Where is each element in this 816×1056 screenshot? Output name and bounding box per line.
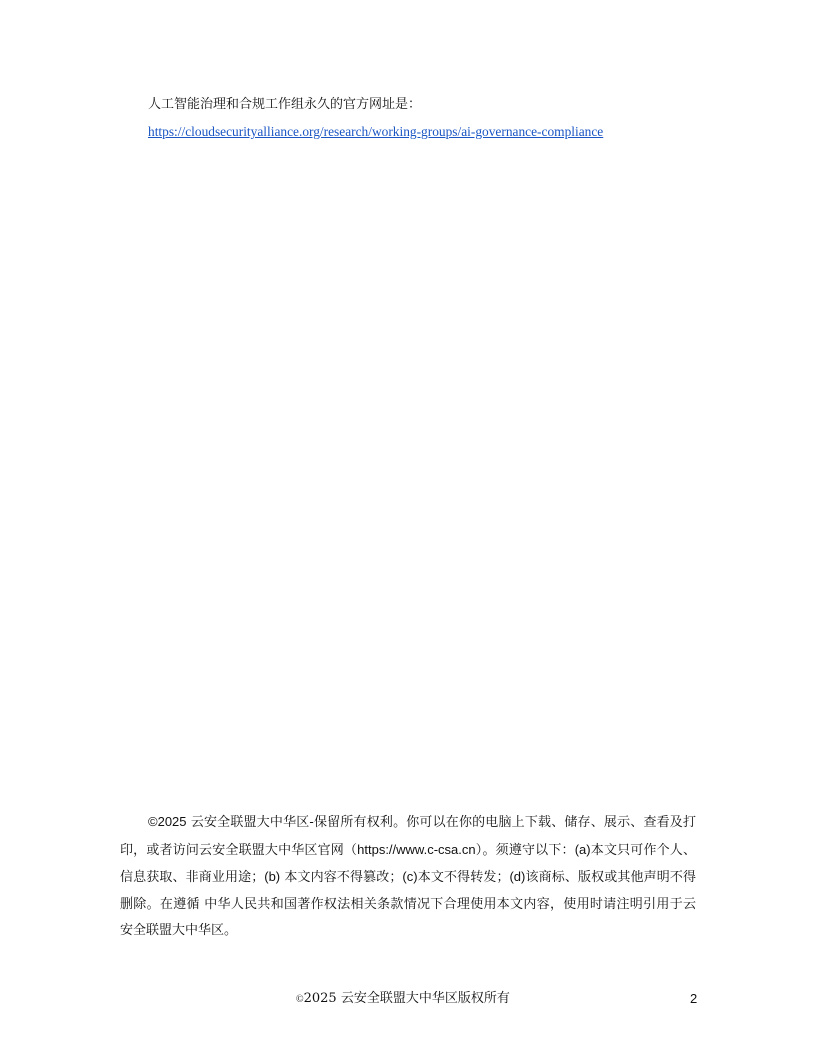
footer-copyright-symbol: © [296, 994, 304, 1005]
rule-a-marker: (a) [574, 841, 591, 857]
rule-b-text: 本文内容不得篡改； [280, 870, 403, 885]
copyright-rules-intro: ）。须遵守以下： [475, 842, 575, 858]
official-url-label: 人工智能治理和合规工作组永久的官方网址是： [148, 97, 422, 112]
rule-d-marker: (d) [509, 869, 526, 884]
copyright-symbol: © [148, 814, 158, 829]
rule-c-text: 本文不得转发； [417, 870, 510, 885]
official-url-link[interactable]: https://cloudsecurityalliance.org/research/working-groups/ai-governance-compliance [148, 124, 604, 139]
rule-c-marker: (c) [402, 869, 418, 884]
copyright-owner-rights: 云安全联盟大中华区-保留所有权利。你可以在你的电脑上下载、储存、展示、查看及打印，或者访问云安全联盟大中华区官网（ [120, 815, 696, 858]
page-footer [296, 990, 510, 1009]
rule-b-marker: (b) [264, 869, 281, 884]
rule-d-text: 该商标、版权或其他声明不得删除。在遵循 中华人民共和国著作权法相关条款情况下合理使用本文内容，使用时请注明引用于云安全联盟大中华区。 [120, 870, 696, 938]
rule-a-text: 本文只可作个人、信息获取、非商业用途； [120, 842, 696, 885]
copyright-year: 2025 [157, 814, 187, 829]
footer-copyright-text: 2025 云安全联盟大中华区版权所有 [303, 991, 510, 1006]
page-number: 2 [690, 991, 698, 1006]
copyright-notice [120, 809, 696, 945]
copyright-website: https://www.c-csa.cn [357, 841, 476, 857]
